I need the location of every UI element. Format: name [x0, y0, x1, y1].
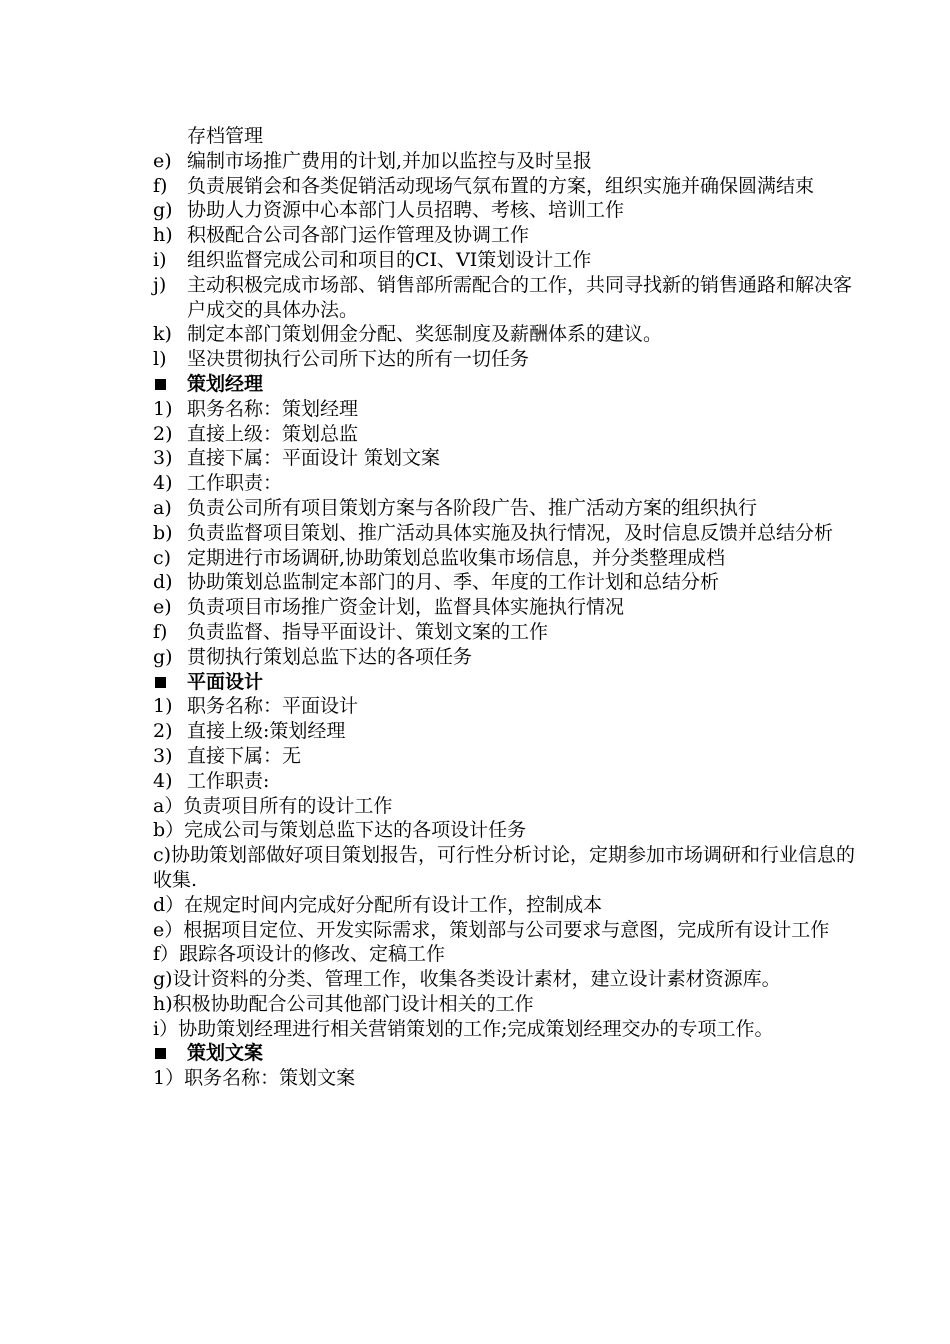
list-item — [153, 546, 865, 571]
item-marker: j) — [153, 273, 167, 296]
item-marker: a) — [153, 496, 172, 519]
item-text: 直接上级：策划总监 — [187, 422, 359, 445]
item-marker: 4) — [153, 769, 173, 792]
list-item — [153, 248, 865, 273]
item-marker: e) — [153, 149, 172, 172]
list-item — [153, 322, 865, 347]
item-text: 工作职责: — [187, 769, 270, 792]
list-item — [153, 198, 865, 223]
section-heading — [153, 372, 865, 397]
item-marker: 1) — [153, 695, 173, 718]
section-title: 策划经理 — [187, 372, 264, 395]
item-marker: f) — [153, 174, 168, 197]
item-marker: f) — [153, 620, 168, 643]
list-item — [153, 570, 865, 595]
list-item — [153, 719, 865, 744]
item-text: 坚决贯彻执行公司所下达的所有一切任务 — [187, 348, 530, 371]
list-item — [153, 422, 865, 447]
list-item — [153, 521, 865, 546]
list-item — [153, 446, 865, 471]
paragraph: 1）职务名称：策划文案 — [153, 1067, 356, 1090]
list-item — [153, 397, 865, 422]
item-marker: g) — [153, 199, 173, 222]
list-item — [153, 769, 865, 794]
item-marker: 4) — [153, 472, 173, 495]
item-text: 积极配合公司各部门运作管理及协调工作 — [187, 224, 530, 247]
item-text: 主动积极完成市场部、销售部所需配合的工作，共同寻找新的销售通路和解决客户成交的具体办法。 — [187, 273, 853, 321]
item-text: 制定本部门策划佣金分配、奖惩制度及薪酬体系的建议。 — [187, 323, 663, 346]
list-item — [153, 694, 865, 719]
item-marker: 1) — [153, 397, 173, 420]
item-text: 负责监督、指导平面设计、策划文案的工作 — [187, 620, 549, 643]
paragraph: e）根据项目定位、开发实际需求，策划部与公司要求与意图，完成所有设计工作 — [153, 918, 830, 941]
item-marker: d) — [153, 571, 173, 594]
list-item — [153, 744, 865, 769]
item-marker: b) — [153, 521, 173, 544]
document-page — [153, 124, 865, 1091]
continued-line: 存档管理 — [187, 125, 264, 147]
item-text: 负责监督项目策划、推广活动具体实施及执行情况，及时信息反馈并总结分析 — [187, 521, 834, 544]
list-item — [153, 595, 865, 620]
section-title: 策划文案 — [187, 1042, 264, 1065]
item-text: 定期进行市场调研,协助策划总监收集市场信息，并分类整理成档 — [187, 546, 726, 569]
item-text: 直接下属：平面设计 策划文案 — [187, 447, 441, 470]
item-marker: i) — [153, 248, 167, 271]
item-marker: 2) — [153, 720, 173, 743]
item-text: 职务名称：平面设计 — [187, 695, 359, 718]
list-item — [153, 273, 865, 323]
item-marker: 3) — [153, 447, 173, 470]
square-bullet-icon — [153, 670, 187, 695]
paragraph: d）在规定时间内完成好分配所有设计工作，控制成本 — [153, 893, 603, 916]
item-marker: 2) — [153, 422, 173, 445]
item-marker: g) — [153, 645, 173, 668]
list-item — [153, 620, 865, 645]
item-marker: k) — [153, 323, 172, 346]
item-marker: e) — [153, 596, 172, 619]
paragraph: f）跟踪各项设计的修改、定稿工作 — [153, 943, 446, 966]
paragraph: h)积极协助配合公司其他部门设计相关的工作 — [153, 992, 534, 1015]
item-text: 职务名称：策划经理 — [187, 397, 359, 420]
paragraph: a）负责项目所有的设计工作 — [153, 794, 393, 817]
item-text: 负责公司所有项目策划方案与各阶段广告、推广活动方案的组织执行 — [187, 496, 758, 519]
item-text: 贯彻执行策划总监下达的各项任务 — [187, 645, 473, 668]
item-text: 直接下属：无 — [187, 744, 302, 767]
item-text: 协助人力资源中心本部门人员招聘、考核、培训工作 — [187, 199, 625, 222]
section-heading — [153, 670, 865, 695]
paragraph: i）协助策划经理进行相关营销策划的工作;完成策划经理交办的专项工作。 — [153, 1017, 774, 1040]
item-marker: l) — [153, 348, 167, 371]
section-title: 平面设计 — [187, 670, 264, 693]
square-bullet-icon — [153, 372, 187, 397]
list-item — [153, 645, 865, 670]
list-item — [153, 471, 865, 496]
list-item — [153, 174, 865, 199]
section-heading — [153, 1041, 865, 1066]
square-bullet-icon — [153, 1041, 187, 1066]
list-item — [153, 149, 865, 174]
paragraph: b）完成公司与策划总监下达的各项设计任务 — [153, 819, 527, 842]
item-text: 协助策划总监制定本部门的月、季、年度的工作计划和总结分析 — [187, 571, 720, 594]
item-text: 编制市场推广费用的计划,并加以监控与及时呈报 — [187, 149, 593, 172]
item-marker: c) — [153, 546, 172, 569]
paragraph: c)协助策划部做好项目策划报告，可行性分析讨论，定期参加市场调研和行业信息的收集. — [153, 844, 856, 891]
list-item — [153, 347, 865, 372]
item-text: 直接上级:策划经理 — [187, 720, 346, 743]
paragraph: g)设计资料的分类、管理工作，收集各类设计素材，建立设计素材资源库。 — [153, 968, 781, 991]
list-item — [153, 496, 865, 521]
list-item — [153, 223, 865, 248]
item-marker: 3) — [153, 744, 173, 767]
item-marker: h) — [153, 224, 173, 247]
item-text: 工作职责： — [187, 472, 283, 495]
item-text: 组织监督完成公司和项目的CI、VI策划设计工作 — [187, 248, 592, 271]
item-text: 负责展销会和各类促销活动现场气氛布置的方案，组织实施并确保圆满结束 — [187, 174, 815, 197]
item-text: 负责项目市场推广资金计划，监督具体实施执行情况 — [187, 596, 625, 619]
